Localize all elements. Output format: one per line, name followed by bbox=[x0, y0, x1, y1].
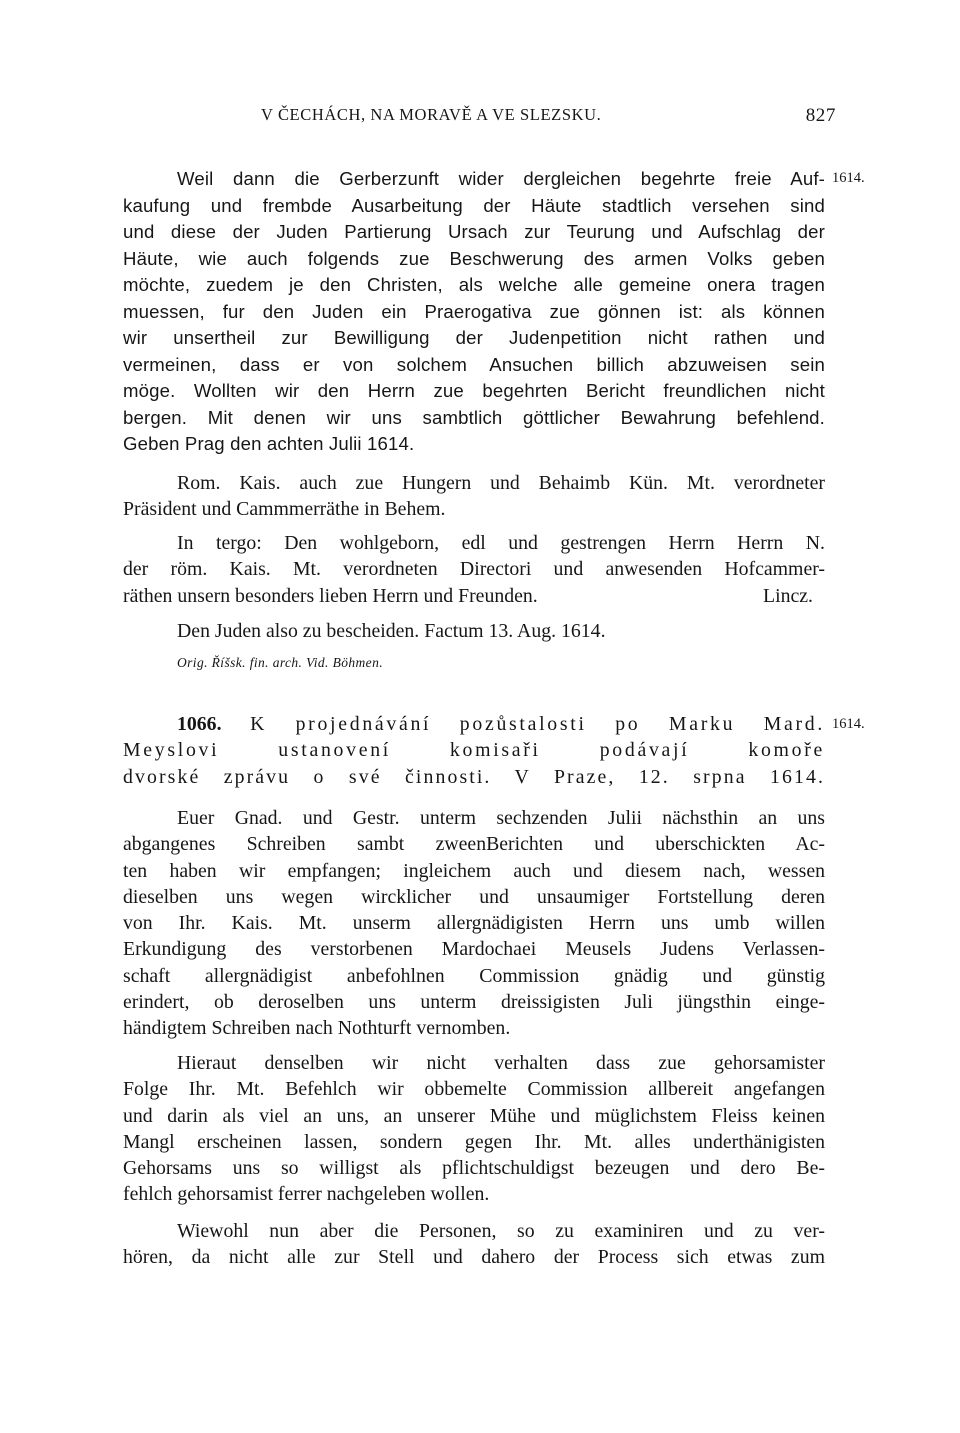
document-heading bbox=[123, 711, 825, 790]
signature bbox=[123, 470, 825, 523]
source-note: Orig. Říšsk. fin. arch. Vid. Böhmen. bbox=[177, 655, 384, 670]
margin-year: 1614. bbox=[832, 170, 865, 186]
running-head bbox=[123, 105, 836, 131]
document-number: 1066. bbox=[177, 713, 222, 735]
text-line: wir unsertheil zur Bewilligung der Judenpetition nicht rathen und bbox=[123, 327, 825, 348]
text-line: schaft allergnädigist anbefohlnen Commission gnädig und günstig bbox=[123, 964, 825, 987]
text-line: Wiewohl nun aber die Personen, so zu examiniren und zu ver- bbox=[177, 1220, 825, 1242]
text-line: möge. Wollten wir den Herrn zue begehrten Bericht freundlichen nicht bbox=[123, 380, 825, 401]
place-name: Lincz. bbox=[763, 584, 813, 607]
text-line: Präsident und Cammmerräthe in Behem. bbox=[123, 498, 446, 521]
text-line: Den Juden also zu bescheiden. Factum 13. Aug. 1614. bbox=[177, 620, 606, 642]
letter-body bbox=[123, 805, 825, 1042]
text-line: möchte, zuedem je den Christen, als welche alle gemeine onera tragen bbox=[123, 274, 825, 295]
text-line: Mangl erscheinen lassen, sondern gegen Ihr. Mt. alles underthänigisten bbox=[123, 1130, 825, 1153]
address bbox=[123, 530, 825, 609]
text-line: Hieraut denselben wir nicht verhalten dass zue gehorsamister bbox=[177, 1052, 825, 1074]
text-line: Euer Gnad. und Gestr. unterm sechzenden Julii nächsthin an uns bbox=[177, 807, 825, 829]
text-line: vermeinen, dass er von solchem Ansuchen billich abzuweisen sein bbox=[123, 353, 825, 375]
letter-body bbox=[123, 166, 825, 458]
text-line: dieselben uns wegen wircklicher und unsaumiger Fortstellung deren bbox=[123, 885, 825, 908]
text-line: von Ihr. Kais. Mt. unserm allergnädigisten Herrn uns umb willen bbox=[123, 912, 825, 935]
margin-year: 1614. bbox=[832, 716, 865, 732]
text-line: abgangenes Schreiben sambt zweenBerichten und uberschickten Ac- bbox=[123, 833, 825, 856]
heading-line bbox=[123, 711, 825, 737]
text-line: muessen, fur den Juden ein Praerogativa zue gönnen ist: als können bbox=[123, 300, 825, 322]
text-line: Rom. Kais. auch zue Hungern und Behaimb Kün. Mt. verordneter bbox=[177, 472, 825, 494]
text-line: Weil dann die Gerberzunft wider dergleichen begehrte freie Auf- bbox=[177, 168, 825, 189]
decision-note bbox=[123, 618, 825, 644]
running-title: V ČECHÁCH, NA MORAVĚ A VE SLEZSKU. bbox=[261, 105, 602, 124]
text-line bbox=[123, 583, 825, 609]
text-line: In tergo: Den wohlgeborn, edl und gestrengen Herrn Herrn N. bbox=[177, 532, 825, 554]
text-line: der röm. Kais. Mt. verordneten Directori und anwesenden Hofcammer- bbox=[123, 558, 825, 581]
heading-line: dvorské zprávu o své činnosti. V Praze, 12. srpna 1614. bbox=[123, 765, 825, 788]
text-line: Geben Prag den achten Julii 1614. bbox=[123, 433, 415, 454]
heading-line: Meyslovi ustanovení komisaři podávají komoře bbox=[123, 739, 825, 762]
text-line: und darin als viel an uns, an unserer Mühe und müglichstem Fleiss keinen bbox=[123, 1104, 825, 1127]
text-line: Erkundigung des verstorbenen Mardochaei Meusels Judens Verlassen- bbox=[123, 938, 825, 961]
text-line: Gehorsams uns so willigst als pflichtschuldigst bezeugen und dero Be- bbox=[123, 1157, 825, 1180]
text-line: bergen. Mit denen wir uns sambtlich göttlicher Bewahrung befehlend. bbox=[123, 406, 825, 428]
heading-text: K projednávání pozůstalosti po Marku Mard. bbox=[250, 713, 825, 735]
address-text: räthen unsern besonders lieben Herrn und Freunden. bbox=[123, 584, 538, 607]
text-line: ten haben wir empfangen; ingleichem auch und diesem nach, wessen bbox=[123, 859, 825, 882]
page-number: 827 bbox=[805, 105, 836, 126]
text-line: kaufung und frembde Ausarbeitung der Häute stadtlich versehen sind bbox=[123, 194, 825, 216]
text-line: hören, da nicht alle zur Stell und dahero der Process sich etwas zum bbox=[123, 1246, 825, 1269]
text-line: händigtem Schreiben nach Nothturft vernomben. bbox=[123, 1017, 511, 1040]
letter-body bbox=[123, 1218, 825, 1271]
text-line: und diese der Juden Partierung Ursach zur Teurung und Aufschlag der bbox=[123, 221, 825, 242]
text-line: fehlch gehorsamist ferrer nachgeleben wollen. bbox=[123, 1183, 490, 1206]
text-line: Folge Ihr. Mt. Befehlch wir obbemelte Commission allbereit angefangen bbox=[123, 1078, 825, 1101]
letter-body bbox=[123, 1050, 825, 1208]
text-line: Häute, wie auch folgends zue Beschwerung des armen Volks geben bbox=[123, 247, 825, 269]
text-line: erindert, ob deroselben uns unterm dreissigisten Juli jüngsthin einge- bbox=[123, 991, 825, 1014]
